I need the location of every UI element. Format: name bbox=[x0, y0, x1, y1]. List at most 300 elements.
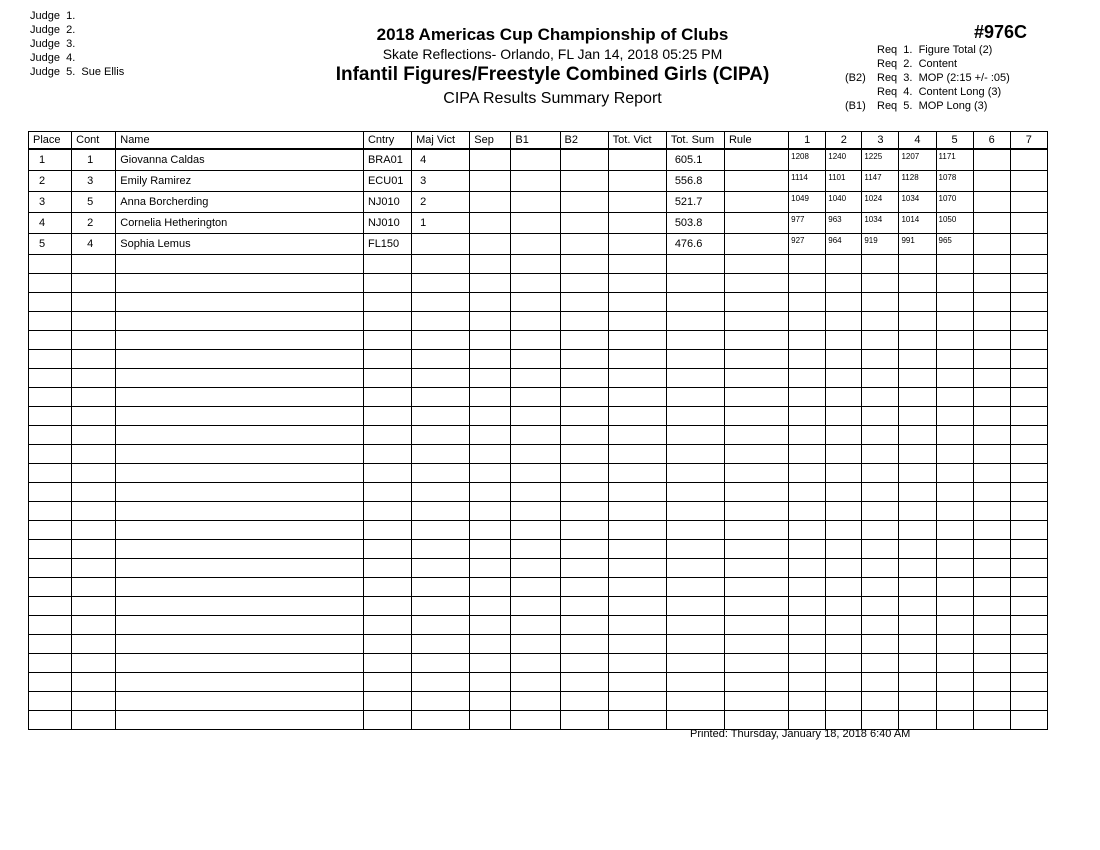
empty-cell bbox=[608, 293, 666, 312]
cell-j5: 1078 bbox=[936, 171, 973, 192]
empty-cell bbox=[608, 616, 666, 635]
empty-cell bbox=[789, 483, 826, 502]
empty-cell bbox=[862, 331, 899, 350]
empty-cell bbox=[666, 578, 724, 597]
empty-cell bbox=[862, 673, 899, 692]
column-header: B2 bbox=[560, 132, 608, 150]
empty-cell bbox=[608, 331, 666, 350]
requirement-4 bbox=[845, 85, 1010, 99]
empty-cell bbox=[363, 483, 411, 502]
cell-tot-sum: 556.8 bbox=[666, 171, 724, 192]
empty-cell bbox=[412, 578, 470, 597]
empty-cell bbox=[608, 635, 666, 654]
empty-cell bbox=[826, 616, 862, 635]
requirement-text: Req 5. MOP Long (3) bbox=[877, 100, 988, 112]
column-header: 6 bbox=[973, 132, 1010, 150]
empty-cell bbox=[72, 388, 116, 407]
empty-cell bbox=[724, 521, 788, 540]
cell-cntry: ECU01 bbox=[363, 171, 411, 192]
empty-cell bbox=[363, 692, 411, 711]
empty-cell bbox=[608, 483, 666, 502]
empty-cell bbox=[29, 616, 72, 635]
cell-b1 bbox=[511, 213, 560, 234]
empty-cell bbox=[1010, 369, 1047, 388]
column-header: 5 bbox=[936, 132, 973, 150]
empty-cell bbox=[470, 369, 511, 388]
empty-cell bbox=[1010, 692, 1047, 711]
empty-cell bbox=[363, 312, 411, 331]
empty-cell bbox=[862, 255, 899, 274]
report-header bbox=[300, 24, 805, 110]
cell-place: 1 bbox=[29, 149, 72, 171]
empty-cell bbox=[608, 540, 666, 559]
empty-cell bbox=[412, 616, 470, 635]
column-header: 7 bbox=[1010, 132, 1047, 150]
empty-cell bbox=[826, 540, 862, 559]
empty-cell bbox=[1010, 483, 1047, 502]
empty-cell bbox=[789, 407, 826, 426]
empty-cell bbox=[1010, 711, 1047, 730]
empty-cell bbox=[72, 407, 116, 426]
column-header: Cntry bbox=[363, 132, 411, 150]
empty-cell bbox=[72, 426, 116, 445]
cell-b2 bbox=[560, 149, 608, 171]
empty-cell bbox=[72, 255, 116, 274]
empty-cell bbox=[936, 635, 973, 654]
empty-cell bbox=[511, 369, 560, 388]
empty-row bbox=[29, 426, 1048, 445]
empty-cell bbox=[470, 293, 511, 312]
cell-tot-vict bbox=[608, 171, 666, 192]
cell-j3: 1147 bbox=[862, 171, 899, 192]
empty-cell bbox=[899, 426, 936, 445]
empty-cell bbox=[116, 521, 364, 540]
empty-cell bbox=[511, 274, 560, 293]
empty-cell bbox=[899, 464, 936, 483]
empty-cell bbox=[1010, 635, 1047, 654]
empty-cell bbox=[899, 597, 936, 616]
empty-cell bbox=[470, 331, 511, 350]
empty-cell bbox=[936, 540, 973, 559]
empty-cell bbox=[116, 673, 364, 692]
cell-rule bbox=[724, 234, 788, 255]
empty-row bbox=[29, 616, 1048, 635]
cell-tot-vict bbox=[608, 192, 666, 213]
empty-cell bbox=[973, 559, 1010, 578]
cell-cntry: FL150 bbox=[363, 234, 411, 255]
empty-cell bbox=[29, 350, 72, 369]
empty-cell bbox=[936, 369, 973, 388]
empty-cell bbox=[899, 711, 936, 730]
empty-cell bbox=[560, 711, 608, 730]
empty-cell bbox=[899, 616, 936, 635]
empty-cell bbox=[826, 388, 862, 407]
empty-cell bbox=[72, 635, 116, 654]
empty-cell bbox=[29, 673, 72, 692]
empty-row bbox=[29, 711, 1048, 730]
empty-cell bbox=[560, 521, 608, 540]
empty-cell bbox=[470, 578, 511, 597]
empty-cell bbox=[560, 426, 608, 445]
empty-cell bbox=[29, 255, 72, 274]
empty-cell bbox=[862, 711, 899, 730]
empty-cell bbox=[29, 369, 72, 388]
cell-rule bbox=[724, 213, 788, 234]
cell-j5: 1050 bbox=[936, 213, 973, 234]
cell-b1 bbox=[511, 149, 560, 171]
empty-cell bbox=[666, 559, 724, 578]
empty-cell bbox=[470, 255, 511, 274]
empty-cell bbox=[724, 540, 788, 559]
column-header: B1 bbox=[511, 132, 560, 150]
empty-cell bbox=[789, 312, 826, 331]
empty-cell bbox=[899, 635, 936, 654]
empty-cell bbox=[789, 369, 826, 388]
empty-cell bbox=[826, 293, 862, 312]
empty-cell bbox=[1010, 255, 1047, 274]
cell-j7 bbox=[1010, 213, 1047, 234]
empty-cell bbox=[789, 502, 826, 521]
cell-j5: 1171 bbox=[936, 149, 973, 171]
cell-tot-sum: 503.8 bbox=[666, 213, 724, 234]
column-header: 3 bbox=[862, 132, 899, 150]
empty-cell bbox=[826, 464, 862, 483]
empty-cell bbox=[899, 578, 936, 597]
empty-cell bbox=[560, 578, 608, 597]
empty-cell bbox=[862, 540, 899, 559]
empty-cell bbox=[666, 426, 724, 445]
cell-j3: 1225 bbox=[862, 149, 899, 171]
cell-j2: 963 bbox=[826, 213, 862, 234]
empty-cell bbox=[936, 578, 973, 597]
empty-cell bbox=[973, 255, 1010, 274]
requirement-text: Req 2. Content bbox=[877, 58, 958, 70]
empty-cell bbox=[470, 521, 511, 540]
column-header: Sep bbox=[470, 132, 511, 150]
empty-cell bbox=[116, 597, 364, 616]
empty-cell bbox=[363, 559, 411, 578]
cell-place: 4 bbox=[29, 213, 72, 234]
empty-cell bbox=[789, 426, 826, 445]
empty-cell bbox=[724, 255, 788, 274]
empty-cell bbox=[560, 540, 608, 559]
empty-cell bbox=[724, 388, 788, 407]
empty-cell bbox=[826, 635, 862, 654]
empty-cell bbox=[1010, 464, 1047, 483]
empty-cell bbox=[412, 426, 470, 445]
empty-row bbox=[29, 464, 1048, 483]
empty-cell bbox=[412, 540, 470, 559]
empty-cell bbox=[29, 654, 72, 673]
empty-cell bbox=[666, 369, 724, 388]
cell-j1: 977 bbox=[789, 213, 826, 234]
empty-cell bbox=[29, 597, 72, 616]
cell-j5: 965 bbox=[936, 234, 973, 255]
empty-cell bbox=[560, 445, 608, 464]
empty-row bbox=[29, 312, 1048, 331]
requirement-text: Req 4. Content Long (3) bbox=[877, 86, 1002, 98]
empty-cell bbox=[724, 293, 788, 312]
empty-cell bbox=[116, 369, 364, 388]
empty-cell bbox=[973, 711, 1010, 730]
empty-cell bbox=[973, 274, 1010, 293]
empty-cell bbox=[936, 274, 973, 293]
empty-cell bbox=[511, 635, 560, 654]
empty-cell bbox=[116, 483, 364, 502]
empty-cell bbox=[724, 407, 788, 426]
empty-cell bbox=[511, 331, 560, 350]
empty-cell bbox=[363, 711, 411, 730]
cell-tot-sum: 476.6 bbox=[666, 234, 724, 255]
empty-cell bbox=[560, 388, 608, 407]
empty-cell bbox=[724, 597, 788, 616]
empty-cell bbox=[789, 293, 826, 312]
cell-rule bbox=[724, 171, 788, 192]
empty-row bbox=[29, 540, 1048, 559]
empty-cell bbox=[470, 559, 511, 578]
empty-cell bbox=[666, 521, 724, 540]
table-row bbox=[29, 213, 1048, 234]
cell-name: Giovanna Caldas bbox=[116, 149, 364, 171]
empty-cell bbox=[363, 255, 411, 274]
empty-cell bbox=[826, 331, 862, 350]
empty-row bbox=[29, 293, 1048, 312]
empty-cell bbox=[116, 293, 364, 312]
empty-cell bbox=[666, 616, 724, 635]
empty-cell bbox=[72, 559, 116, 578]
empty-cell bbox=[899, 407, 936, 426]
empty-cell bbox=[899, 502, 936, 521]
empty-cell bbox=[826, 578, 862, 597]
cell-tot-vict bbox=[608, 149, 666, 171]
empty-cell bbox=[116, 635, 364, 654]
empty-cell bbox=[560, 293, 608, 312]
empty-cell bbox=[363, 274, 411, 293]
event-title: Infantil Figures/Freestyle Combined Girls (CIPA) bbox=[335, 64, 770, 85]
cell-cont: 1 bbox=[72, 149, 116, 171]
empty-cell bbox=[363, 502, 411, 521]
empty-cell bbox=[666, 274, 724, 293]
empty-cell bbox=[29, 293, 72, 312]
empty-cell bbox=[666, 293, 724, 312]
empty-cell bbox=[511, 350, 560, 369]
empty-cell bbox=[116, 274, 364, 293]
empty-cell bbox=[363, 350, 411, 369]
empty-cell bbox=[363, 464, 411, 483]
cell-b2 bbox=[560, 234, 608, 255]
empty-cell bbox=[936, 312, 973, 331]
empty-cell bbox=[789, 255, 826, 274]
empty-cell bbox=[560, 502, 608, 521]
empty-cell bbox=[116, 540, 364, 559]
empty-cell bbox=[116, 502, 364, 521]
requirement-prefix bbox=[845, 43, 877, 57]
empty-cell bbox=[862, 597, 899, 616]
empty-cell bbox=[1010, 331, 1047, 350]
empty-cell bbox=[116, 426, 364, 445]
judge-label: Judge 2. bbox=[30, 24, 76, 36]
empty-cell bbox=[666, 635, 724, 654]
cell-b1 bbox=[511, 171, 560, 192]
empty-cell bbox=[973, 654, 1010, 673]
empty-cell bbox=[470, 673, 511, 692]
empty-cell bbox=[666, 502, 724, 521]
empty-cell bbox=[560, 350, 608, 369]
empty-cell bbox=[724, 673, 788, 692]
empty-cell bbox=[826, 673, 862, 692]
empty-cell bbox=[29, 521, 72, 540]
empty-cell bbox=[862, 578, 899, 597]
empty-cell bbox=[363, 331, 411, 350]
empty-cell bbox=[862, 293, 899, 312]
empty-cell bbox=[1010, 616, 1047, 635]
empty-cell bbox=[936, 445, 973, 464]
empty-cell bbox=[72, 597, 116, 616]
empty-cell bbox=[789, 711, 826, 730]
empty-cell bbox=[116, 616, 364, 635]
empty-cell bbox=[826, 597, 862, 616]
empty-cell bbox=[724, 711, 788, 730]
empty-cell bbox=[973, 616, 1010, 635]
column-header: Tot. Sum bbox=[666, 132, 724, 150]
cell-j7 bbox=[1010, 149, 1047, 171]
empty-row bbox=[29, 597, 1048, 616]
empty-cell bbox=[511, 483, 560, 502]
empty-cell bbox=[826, 255, 862, 274]
empty-cell bbox=[511, 578, 560, 597]
column-header: 2 bbox=[826, 132, 862, 150]
cell-j1: 1208 bbox=[789, 149, 826, 171]
cell-j7 bbox=[1010, 234, 1047, 255]
empty-cell bbox=[826, 445, 862, 464]
empty-cell bbox=[511, 711, 560, 730]
cell-b2 bbox=[560, 171, 608, 192]
empty-cell bbox=[29, 331, 72, 350]
empty-cell bbox=[29, 445, 72, 464]
empty-cell bbox=[470, 654, 511, 673]
cell-j2: 1240 bbox=[826, 149, 862, 171]
empty-cell bbox=[72, 521, 116, 540]
empty-row bbox=[29, 350, 1048, 369]
empty-cell bbox=[72, 445, 116, 464]
empty-cell bbox=[973, 293, 1010, 312]
empty-cell bbox=[899, 350, 936, 369]
empty-cell bbox=[936, 293, 973, 312]
empty-cell bbox=[862, 483, 899, 502]
empty-cell bbox=[1010, 654, 1047, 673]
empty-cell bbox=[412, 559, 470, 578]
cell-j2: 964 bbox=[826, 234, 862, 255]
empty-cell bbox=[560, 255, 608, 274]
empty-cell bbox=[724, 616, 788, 635]
table-row bbox=[29, 171, 1048, 192]
empty-cell bbox=[826, 312, 862, 331]
empty-cell bbox=[470, 350, 511, 369]
empty-cell bbox=[608, 274, 666, 293]
empty-cell bbox=[826, 407, 862, 426]
empty-cell bbox=[72, 673, 116, 692]
empty-cell bbox=[116, 388, 364, 407]
empty-cell bbox=[862, 274, 899, 293]
empty-cell bbox=[470, 464, 511, 483]
empty-cell bbox=[363, 616, 411, 635]
cell-j6 bbox=[973, 171, 1010, 192]
empty-cell bbox=[936, 464, 973, 483]
empty-cell bbox=[899, 388, 936, 407]
empty-cell bbox=[608, 597, 666, 616]
empty-cell bbox=[72, 692, 116, 711]
empty-cell bbox=[363, 540, 411, 559]
requirement-2 bbox=[845, 57, 1010, 71]
empty-cell bbox=[72, 464, 116, 483]
empty-cell bbox=[724, 464, 788, 483]
empty-cell bbox=[789, 616, 826, 635]
empty-cell bbox=[608, 255, 666, 274]
empty-row bbox=[29, 654, 1048, 673]
empty-cell bbox=[973, 635, 1010, 654]
empty-cell bbox=[666, 445, 724, 464]
empty-cell bbox=[826, 274, 862, 293]
empty-cell bbox=[608, 407, 666, 426]
empty-cell bbox=[666, 255, 724, 274]
event-number: #976C bbox=[973, 22, 1027, 42]
empty-cell bbox=[608, 369, 666, 388]
empty-cell bbox=[72, 616, 116, 635]
empty-cell bbox=[1010, 312, 1047, 331]
column-header: Maj Vict bbox=[412, 132, 470, 150]
empty-cell bbox=[29, 559, 72, 578]
empty-cell bbox=[724, 426, 788, 445]
empty-cell bbox=[973, 350, 1010, 369]
empty-cell bbox=[412, 445, 470, 464]
cell-sep bbox=[470, 234, 511, 255]
empty-cell bbox=[412, 464, 470, 483]
requirement-prefix: (B1) bbox=[845, 100, 866, 112]
cell-maj-vict: 2 bbox=[412, 192, 470, 213]
empty-cell bbox=[899, 521, 936, 540]
judge-label: Judge 3. bbox=[30, 38, 76, 50]
empty-cell bbox=[29, 483, 72, 502]
empty-cell bbox=[1010, 559, 1047, 578]
cell-rule bbox=[724, 149, 788, 171]
empty-cell bbox=[1010, 578, 1047, 597]
cell-j3: 919 bbox=[862, 234, 899, 255]
empty-cell bbox=[470, 540, 511, 559]
empty-cell bbox=[899, 445, 936, 464]
empty-row bbox=[29, 331, 1048, 350]
empty-cell bbox=[862, 388, 899, 407]
empty-cell bbox=[826, 692, 862, 711]
empty-cell bbox=[936, 502, 973, 521]
cell-j6 bbox=[973, 234, 1010, 255]
empty-cell bbox=[608, 559, 666, 578]
cell-name: Emily Ramirez bbox=[116, 171, 364, 192]
empty-cell bbox=[724, 369, 788, 388]
empty-cell bbox=[72, 293, 116, 312]
empty-cell bbox=[560, 597, 608, 616]
empty-cell bbox=[470, 445, 511, 464]
column-header: 4 bbox=[899, 132, 936, 150]
empty-cell bbox=[973, 331, 1010, 350]
empty-cell bbox=[412, 255, 470, 274]
empty-cell bbox=[666, 312, 724, 331]
empty-cell bbox=[116, 464, 364, 483]
empty-cell bbox=[973, 445, 1010, 464]
empty-cell bbox=[973, 407, 1010, 426]
empty-cell bbox=[470, 274, 511, 293]
empty-cell bbox=[1010, 540, 1047, 559]
empty-cell bbox=[511, 445, 560, 464]
